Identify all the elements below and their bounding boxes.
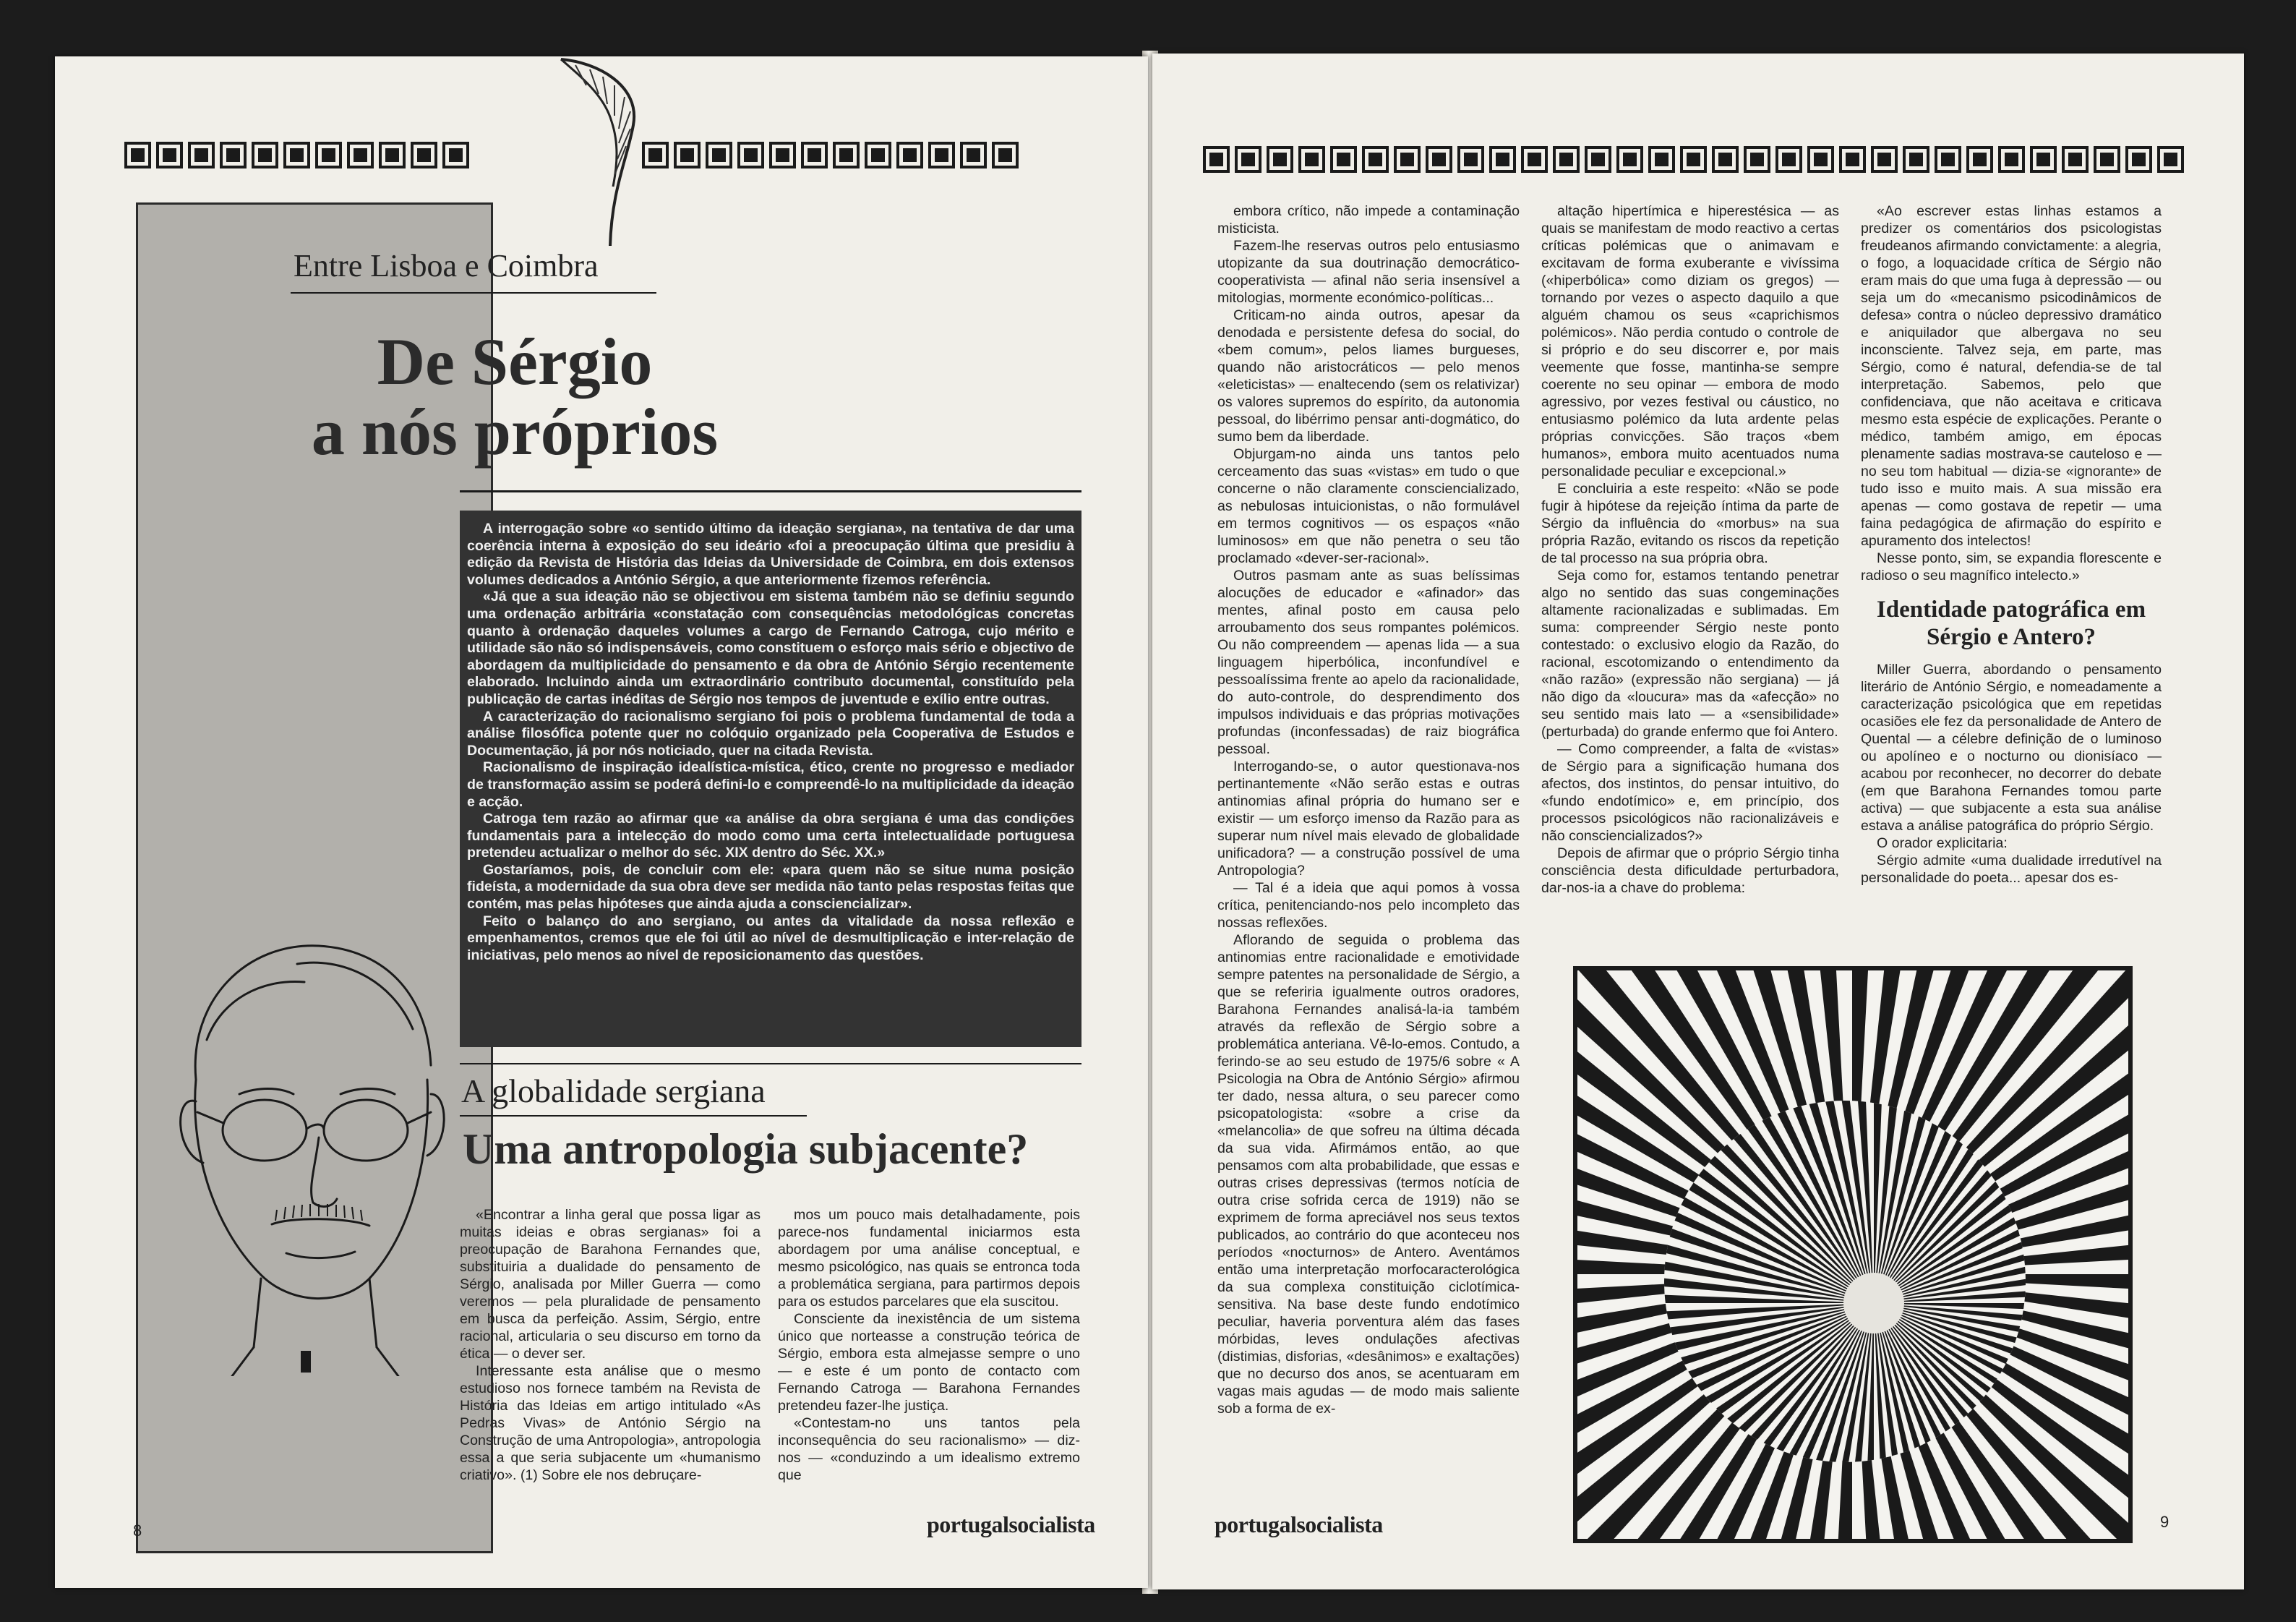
masthead: portugalsocialista — [927, 1511, 1095, 1537]
body-paragraph: Seja como for, estamos tentando penetrar algo no sentido das suas congeminações altamente racionalizadas e sublimadas. Em suma: compreender Sérgio neste ponto contestado: o exclusivo elogio da Razão, do racional, escotomizando o entendimento da «não razão» (expressão não sergiana) — já não digo da «loucura» mas da «afecção» no seu sentido mais lato — a «sensibilidade» (perturbada) do grande enfermo que foi Antero. — [1541, 568, 1839, 740]
op-art-illustration — [1573, 966, 2133, 1543]
right-column-3 — [1861, 202, 2162, 887]
page-number: 8 — [133, 1521, 142, 1540]
headline-rule — [460, 490, 1081, 492]
body-paragraph: Interrogando-se, o autor questionava-nos pertinantemente «Não serão estas e outras antinomias afinal própria do humano ser e existir — um esforço imenso da Razão para as superar num nível mais elevado de globalidade unificadora? — a construção possível de uma Antropologia? — [1217, 759, 1520, 879]
section-rule — [460, 1063, 1081, 1064]
masthead: portugalsocialista — [1215, 1511, 1383, 1537]
body-paragraph: Depois de afirmar que o próprio Sérgio tinha consciência desta dificuldade perturbadora, dar-nos-ia a chave do problema: — [1541, 845, 1839, 896]
body-paragraph: Nesse ponto, sim, se expandia florescente e radioso o seu magnífico intelecto.» — [1861, 550, 2162, 584]
lead-box — [460, 511, 1081, 1047]
headline-line-1: De Sérgio — [377, 325, 653, 398]
body-paragraph: «Contestam-no uns tantos pela inconsequência do seu racionalismo» — diz-nos — «conduzindo a um idealismo extremo que — [778, 1415, 1080, 1483]
decorative-box-row-right — [642, 142, 1019, 168]
page-number: 9 — [2160, 1513, 2169, 1531]
body-paragraph: embora crítico, não impede a contaminação misticista. — [1217, 203, 1520, 236]
body-paragraph: altação hipertímica e hiperestésica — as quais se manifestam de modo reactivo a certas críticas polémicas que o animavam e excitavam de forma exuberante e vivíssima («hiperbólica» como diziam os gregos) — tornando por vezes o aspecto daquilo a que alguém chamou os seus «caprichismos polémicos». Não perdia contudo o controle de si próprio e do seu discorrer e, por mais veemente que fosse, mantinha-se sempre coerente no seu opinar — embora de modo agressivo, por vezes festival ou cáustico, no entusiasmo polémico da luta ardente pelas próprias convicções. São traços «bem humanos», embora muito acentuados numa personalidade peculiar e excepcional.» — [1541, 203, 1839, 479]
lead-paragraph: «Já que a sua ideação não se objectivou em sistema também não se definiu segundo uma ordenação arbitrária «constatação com consequências metodológicas concretas quanto à ordenação daqueles volumes a cargo de Fernando Catroga, cujo mérito e utilidade são não só indispensáveis, como constituem o esforço mais sério e objectivo de abordagem da multiplicidade do pensamento e da obra de António Sérgio recentemente elaborado. Incluindo ainda um extraordinário contributo documental, constituído pela publicação de cartas inéditas de Sérgio nos tempos de juventude e exílio entre outras. — [467, 589, 1074, 707]
body-paragraph: O orador explicitaria: — [1877, 835, 2008, 851]
body-paragraph: «Encontrar a linha geral que possa ligar as muitas ideias e obras sergianas» foi a preocupação de Barahona Fernandes que, substituiria a dualidade do pensamento de Sérgio, analisada por Miller Guerra — como veremos — pela pluralidade de pensamento em busca da perfeição. Assim, Sérgio, entre racional, articularia o seu discurso em torno da ética — o dever ser. — [460, 1207, 761, 1362]
lead-paragraph: A interrogação sobre «o sentido último da ideação sergiana», na tentativa de dar uma coerência interna à exposição do seu ideário «foi a preocupação última que presidiu à edição da Revista de História das Ideias da Universidade de Coimbra, em dois extensos volumes dedicados a António Sérgio, a que anteriormente fizemos referência. — [467, 521, 1074, 588]
portrait-sketch — [153, 913, 456, 1376]
body-paragraph: — Tal é a ideia que aqui pomos à vossa crítica, penitenciando-nos pelo incompleto das nossas reflexões. — [1217, 880, 1520, 931]
lead-paragraph: Racionalismo de inspiração idealística-mística, ético, crente no progresso e mediador de transformação assim se poderá defini-lo e compreendê-lo na multiplicidade da ideação e acção. — [467, 759, 1074, 810]
lead-paragraph: A caracterização do racionalismo sergiano foi pois o problema fundamental de toda a análise filosófica potente quer no colóquio organizado pela Cooperativa de Estudos e Documentação, já por nós noticiado, quer na citada Revista. — [467, 708, 1074, 759]
body-paragraph: Miller Guerra, abordando o pensamento literário de António Sérgio, e nomeadamente a caracterização psicológica que em repetidas ocasiões ele fez da personalidade de Antero de Quental — a célebre definição de o luminoso ou apolíneo e o nocturno ou dionisíaco — acabou por reconhecer, no decorrer do debate (em que Barahona Fernandes tomou parte activa) — que subjacente a esta sua análise estava a análise patográfica do próprio Sérgio. — [1861, 662, 2162, 834]
left-column-1 — [460, 1206, 761, 1484]
body-paragraph: — Como compreender, a falta de «vistas» de Sérgio para a significação humana dos afectos, dos instintos, do pensar intuitivo, do «fundo endotímico» e, em princípio, dos processos psicológicos não racionalizáveis e não consciencializados?» — [1541, 741, 1839, 844]
article-headline — [262, 325, 768, 469]
body-paragraph: mos um pouco mais detalhadamente, pois parece-nos fundamental iniciarmos esta abordagem por uma análise conceptual, e mesmo psicológico, nas quais se entronca toda a problemática sergiana, para partirmos depois para os estudos parcelares que ela suscitou. — [778, 1207, 1080, 1310]
section-headline: Uma antropologia subjacente? — [463, 1125, 1029, 1173]
decorative-box-row — [1203, 146, 2184, 173]
body-paragraph: Criticam-no ainda outros, apesar da denodada e persistente defesa do social, do «bem comum», pelos liames burgueses, quando não aristocráticos — pelo menos «eleticistas» — enaltecendo (sem os relativizar) os valores supremos do espírito, da autonomia pessoal, do libérrimo pensar anti-dogmático, do sumo bem da liberdade. — [1217, 307, 1520, 445]
kicker-rule — [291, 292, 656, 294]
body-paragraph: E concluiria a este respeito: «Não se pode fugir à hipótese da rejeição íntima da parte de Sérgio da influência do «morbus» na sua própria Razão, evitando os riscos da repetição de tal processo na sua própria obra. — [1541, 481, 1839, 566]
quill-pen-icon — [532, 56, 662, 252]
right-column-2 — [1541, 202, 1839, 897]
body-paragraph: «Ao escrever estas linhas estamos a predizer os comentários dos psicologistas freudeanos afirmando convictamente: a alegria, o fogo, a loquacidade crítica de Sérgio não eram mais do que uma fuga à depressão — ou seja um do «mecanismo psicodinâmicos de defesa» contra o núcleo depressivo dramático e aniquilador que albergava no seu inconsciente. Talvez seja, em parte, mas Sérgio, como é natural, defendia-se de tal interpretação. Sabemos, pelo que confidenciava, que não aceitava e criticava mesmo esta espécie de explicações. Perante o médico, também amigo, em épocas plenamente sadias mostrava-se cauteloso e — no seu tom habitual — dizia-se «ignorante» de tudo isso e muito mais. A sua missão era apenas — como gostava de repetir — uma faina pedagógica de afirmação do espírito e apuramento dos intelectos! — [1861, 203, 2162, 549]
left-page — [55, 56, 1148, 1588]
subheading: Identidade patográfica em Sérgio e Antero? — [1876, 597, 2146, 650]
body-paragraph: Sérgio admite «uma dualidade irredutível na personalidade do poeta... apesar dos es- — [1861, 853, 2162, 886]
decorative-box-row-left — [124, 142, 469, 168]
body-paragraph: Fazem-lhe reservas outros pelo entusiasmo utopizante da sua doutrinação democrático-cooperativista — afinal não seria insensível a mitologias, mormente económico-políticas... — [1217, 238, 1520, 306]
headline-line-2: a nós próprios — [311, 394, 719, 469]
body-paragraph: Outros pasmam ante as suas belíssimas alocuções de educador e «afinador» das mentes, afinal posto em causa pelo arroubamento dos seus rompantes polémicos. Ou não compreendem — apenas lida — a sua linguagem hiperbólica, inconfundível e pessoalíssima frente ao apelo da racionalidade, do auto-controle, do desprendimento dos impulsos individuais e das próprias motivações profundas (inconfessadas) de raiz biográfica pessoal. — [1217, 568, 1520, 757]
lead-paragraph: Gostaríamos, pois, de concluir com ele: «para quem não se situe numa posição fideísta, a modernidade da sua obra deve ser medida não tanto pelas respostas feitas que contém, mas pelas hipóteses que ainda ajuda a consciencializar». — [467, 861, 1074, 913]
article-kicker: Entre Lisboa e Coimbra — [294, 248, 599, 283]
body-paragraph: Interessante esta análise que o mesmo estudioso nos fornece também na Revista de História das Ideias em artigo intitulado «As Pedras Vivas» de António Sérgio na Construção de uma Antropologia», antropologia essa a que seria subjacente um «humanismo criativo». (1) Sobre ele nos debruçare- — [460, 1363, 761, 1483]
right-page — [1152, 54, 2244, 1589]
lead-paragraph: Feito o balanço do ano sergiano, ou antes da vitalidade da nossa reflexão e empenhamentos, cremos que ele foi útil ao nível de desmultiplicação e inter-relação de iniciativas, pelo menos ao nível de reposicionamento das questões. — [467, 913, 1074, 963]
body-paragraph: Aflorando de seguida o problema das antinomias entre racionalidade e emotividade sempre patentes na personalidade de Sérgio, a que se referiria igualmente outros oradores, Barahona Fernandes analisá-la-ia também através da reflexão de Sérgio sobre a problemática anteriana. Vê-lo-emos. Contudo, a ferindo-se ao seu estudo de 1975/6 sobre « A Psicologia na Obra de António Sérgio» afirmou ter dado, nessa altura, o seu parecer como psicopatologista: «sobre a crise da «melancolia» de que sofreu na última década da sua vida. Afirmámos então, ao que pensamos com alta probabilidade, que essas e outras crises depressivas (termos notícia de outra crise sofrida cerca de 1919) não se exprimem de forma apreciável nos seus textos publicados, ao contrário do que aconteceu nos períodos «nocturnos» de Antero. Aventámos então uma interpretação morfocaracterológica da sua complexa constituição ciclotímica-sensitiva. Na base deste fundo endotímico peculiar, haveria porventura além das fases mórbidas, leves ondulações afectivas (distimias, disforias, «desânimos» e exaltações) que no decurso dos anos, se acentuaram em vagas mais agudas — de modo mais saliente sob a forma de ex- — [1217, 932, 1520, 1417]
lead-paragraph: Catroga tem razão ao afirmar que «a análise da obra sergiana é uma das condições fundamentais para a intelecção do modo como uma certa intelectualidade portuguesa pretendeu actualizar o melhor do séc. XIX dentro do Séc. XX.» — [467, 811, 1074, 861]
right-column-1 — [1217, 202, 1520, 1417]
left-column-2 — [778, 1206, 1080, 1484]
section-kicker: A globalidade sergiana — [461, 1072, 766, 1109]
section-kicker-rule — [460, 1115, 807, 1117]
body-paragraph: Objurgam-no ainda uns tantos pelo cerceamento das suas «vistas» em tudo o que concerne o não claramente consciencializado, as nebulosas intuicionistas, o não formulável em termos cognitivos — os espaços «não luminosos» em que não penetra o seu tão proclamado «dever-ser-racional». — [1217, 446, 1520, 566]
radial-burst-graphic — [1577, 970, 2128, 1539]
body-paragraph: Consciente da inexistência de um sistema único que norteasse a construção teórica de Sérgio, embora esta almejasse sempre o uno — e este é um ponto de contacto com Fernando Catroga — Barahona Fernandes pretendeu fazer-lhe justiça. — [778, 1311, 1080, 1414]
